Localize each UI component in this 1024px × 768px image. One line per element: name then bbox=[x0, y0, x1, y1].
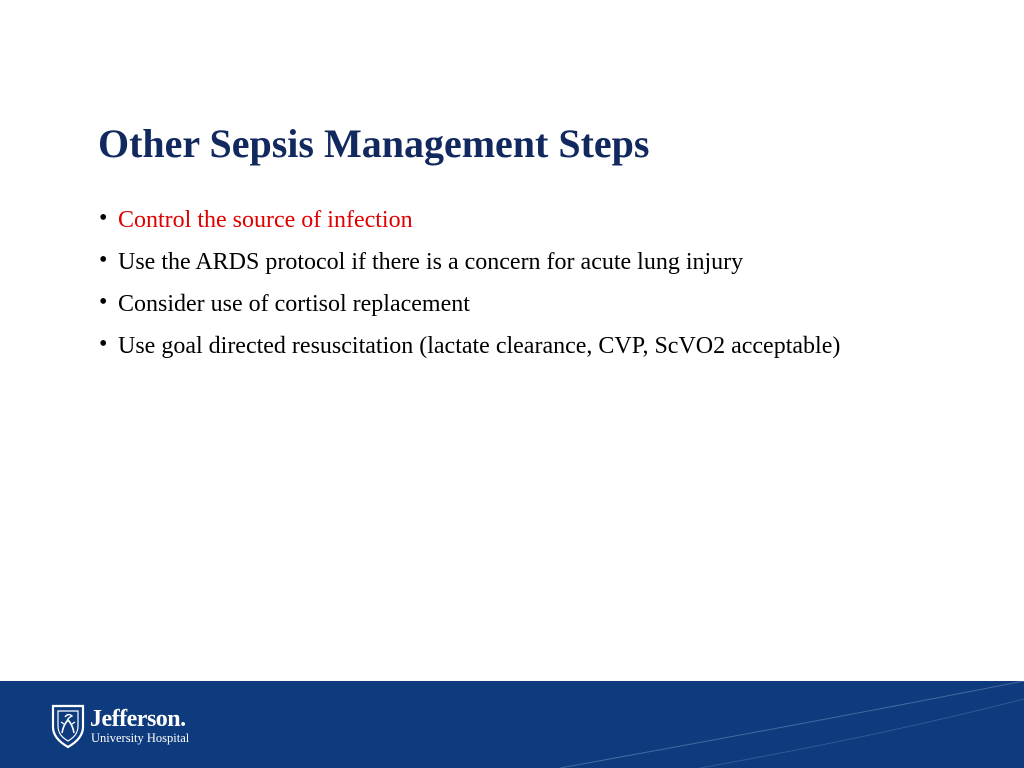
bullet-text: Control the source of infection bbox=[118, 207, 413, 233]
bullet-text: Consider use of cortisol replacement bbox=[118, 291, 470, 317]
jefferson-logo bbox=[50, 703, 189, 749]
slide-title: Other Sepsis Management Steps bbox=[98, 121, 650, 166]
jefferson-shield-icon bbox=[50, 703, 86, 749]
bullet-dot-icon: • bbox=[99, 331, 108, 357]
logo-name: Jefferson. bbox=[90, 705, 186, 732]
bullet-item bbox=[98, 287, 928, 321]
bullet-list bbox=[98, 203, 928, 371]
bullet-dot-icon: • bbox=[99, 289, 108, 315]
bullet-dot-icon: • bbox=[99, 247, 108, 273]
logo-subtitle: University Hospital bbox=[91, 730, 190, 745]
bullet-item bbox=[98, 245, 928, 279]
bullet-text: Use goal directed resuscitation (lactate clearance, CVP, ScVO2 acceptable) bbox=[118, 333, 841, 359]
bullet-item bbox=[98, 329, 928, 363]
logo-text bbox=[90, 707, 189, 746]
bullet-dot-icon: • bbox=[99, 205, 108, 231]
bullet-text: Use the ARDS protocol if there is a concern for acute lung injury bbox=[118, 249, 744, 275]
footer-band bbox=[0, 681, 1024, 768]
bullet-item bbox=[98, 203, 928, 237]
